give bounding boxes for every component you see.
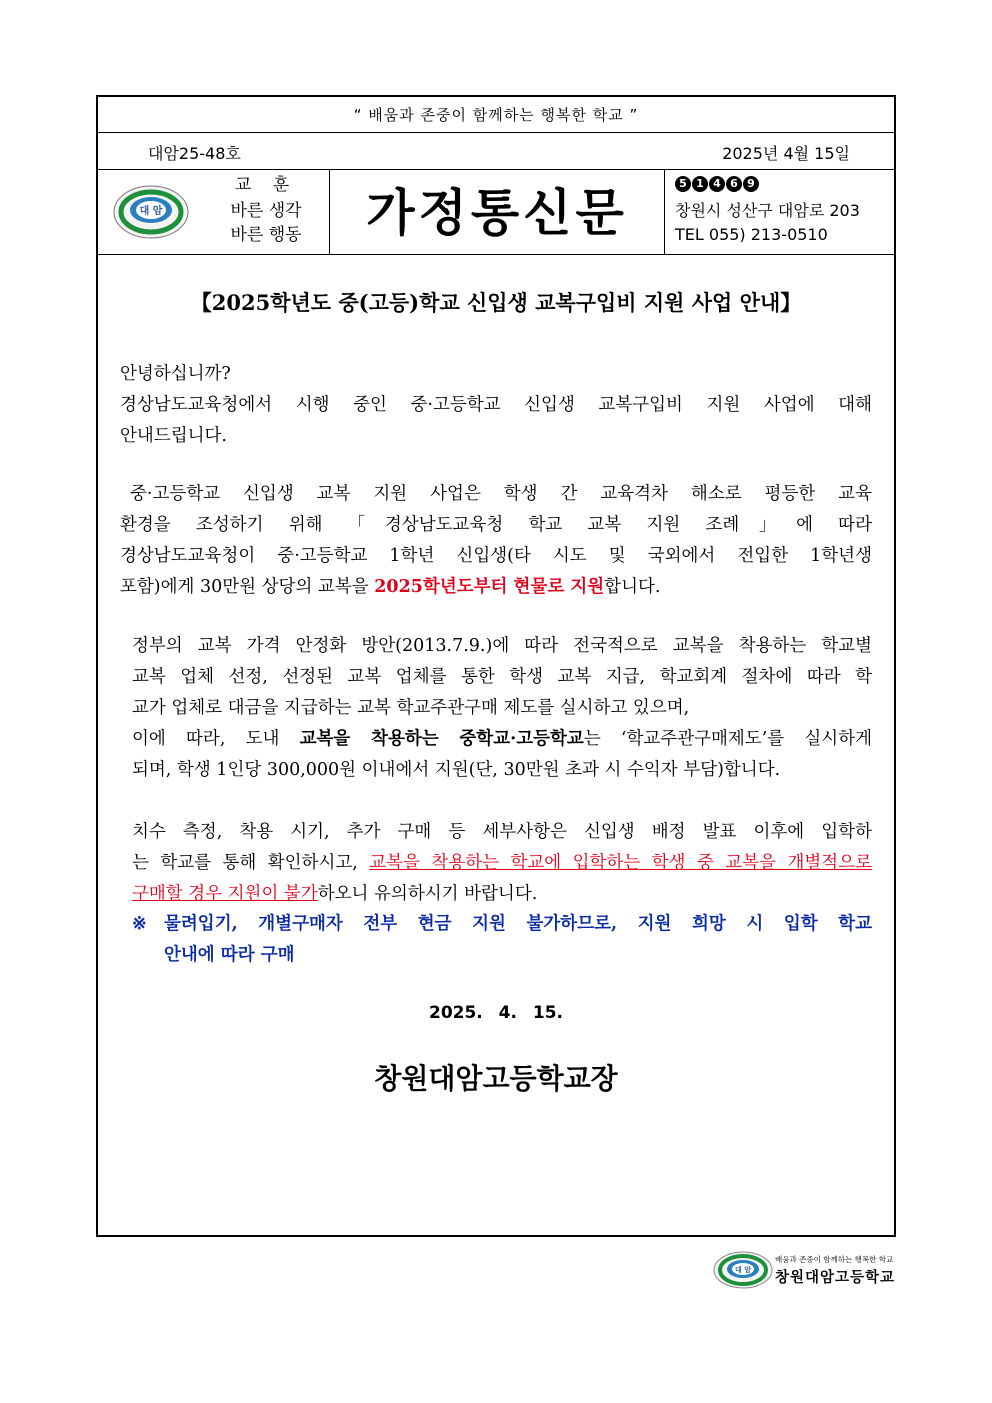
greeting-line: 안내드립니다. xyxy=(120,426,227,446)
postal-digit: 4 xyxy=(709,176,725,192)
greeting xyxy=(120,359,872,452)
note xyxy=(132,909,872,971)
title-cell xyxy=(330,170,665,254)
paragraph-1 xyxy=(120,479,872,603)
note-mark: ※ xyxy=(132,914,147,934)
paragraph-line: 중·고등학교 신입생 교복 지원 사업은 학생 간 교육격차 해소로 평등한 교육 xyxy=(130,484,872,504)
postal-digit: 9 xyxy=(743,176,759,192)
school-motto: “ 배움과 존중이 함께하는 행복한 학교 ” xyxy=(98,97,894,133)
bold-school-type: 교복을 착용하는 중학교·고등학교 xyxy=(299,729,584,749)
paragraph-line: 는 학교를 통해 확인하시고, 교복을 착용하는 학교에 입학하는 학생 중 교복을 개별적으로 xyxy=(132,853,872,873)
doc-number: 대암25-48호 xyxy=(148,144,241,163)
warning-text: 구매할 경우 지원이 불가 xyxy=(132,884,318,904)
paragraph-line: 정부의 교복 가격 안정화 방안(2013.7.9.)에 따라 전국적으로 교복을 착용하는 학교별 xyxy=(132,636,872,656)
notice-frame xyxy=(96,95,896,1237)
paragraph-line: 교복 업체 선정, 선정된 교복 업체를 통한 학생 교복 지급, 학교회계 절차에 따라 학 xyxy=(132,667,872,687)
paragraph-line: 치수 측정, 착용 시기, 추가 구매 등 세부사항은 신입생 배정 발표 이후에 입학하 xyxy=(132,822,872,842)
note-line: 물려입기, 개별구매자 전부 현금 지원 불가하므로, 지원 희망 시 입학 학교 xyxy=(164,914,872,934)
paragraph-line: 포함)에게 30만원 상당의 교복을 2025학년도부터 현물로 지원합니다. xyxy=(120,577,661,597)
letter-header xyxy=(98,170,894,255)
paragraph-line: 되며, 학생 1인당 300,000원 이내에서 지원(단, 30만원 초과 시 수익자 부담)합니다. xyxy=(132,760,781,780)
note-line: 안내에 따라 구매 xyxy=(164,945,295,965)
paragraph-2 xyxy=(132,631,872,786)
postal-code xyxy=(675,176,759,192)
notice-title: 【2025학년도 중(고등)학교 신입생 교복구입비 지원 사업 안내】 xyxy=(190,290,802,315)
footer-slogan: 배움과 존중이 함께하는 행복한 학교 xyxy=(775,1255,894,1264)
paragraph-line: 환경을 조성하기 위해 「경상남도교육청 학교 교복 지원 조례」에 따라 xyxy=(120,515,872,535)
page-title: 가정통신문 xyxy=(366,183,628,242)
kyohun-line1: 바른 생각 xyxy=(230,201,302,221)
kyohun-title: 교 훈 xyxy=(234,175,298,195)
school-logo-icon xyxy=(112,184,190,240)
paragraph-line: 경상남도교육청이 중·고등학교 1학년 신입생(타 시도 및 국외에서 전입한 1학년생 xyxy=(120,546,872,566)
address-cell xyxy=(665,170,894,254)
highlight-support-text: 2025학년도부터 현물로 지원 xyxy=(374,577,605,597)
footer-logo-icon xyxy=(712,1250,774,1290)
signer-name: 창원대암고등학교장 xyxy=(374,1062,618,1095)
logo-label: 대 암 xyxy=(139,206,163,217)
paragraph-line: 교가 업체로 대금을 지급하는 교복 학교주관구매 제도를 실시하고 있으며, xyxy=(132,698,690,718)
greeting-line: 경상남도교육청에서 시행 중인 중·고등학교 신입생 교복구입비 지원 사업에 대해 xyxy=(120,395,872,415)
school-address: 창원시 성산구 대암로 203 xyxy=(675,201,860,220)
paragraph-3 xyxy=(132,817,872,910)
motto-cell xyxy=(98,170,330,254)
school-phone: TEL 055) 213-0510 xyxy=(675,225,828,244)
kyohun-line2: 바른 행동 xyxy=(230,225,302,245)
footer-branding xyxy=(775,1254,895,1287)
footer-logo-label: 대 암 xyxy=(735,1266,751,1274)
postal-digit: 5 xyxy=(675,176,691,192)
postal-digit: 6 xyxy=(726,176,742,192)
footer-school-name: 창원대암고등학교 xyxy=(775,1270,896,1286)
greeting-line: 안녕하십니까? xyxy=(120,364,231,384)
signature-date: 2025. 4. 15. xyxy=(428,1003,563,1023)
paragraph-line: 이에 따라, 도내 교복을 착용하는 중학교·고등학교는 ‘학교주관구매제도’를 실시하게 xyxy=(132,729,873,749)
doc-date: 2025년 4월 15일 xyxy=(722,144,850,163)
doc-info-row xyxy=(98,133,894,170)
paragraph-line: 구매할 경우 지원이 불가하오니 유의하시기 바랍니다. xyxy=(132,884,538,904)
postal-digit: 1 xyxy=(692,176,708,192)
warning-text: 교복을 착용하는 학교에 입학하는 학생 중 교복을 개별적으로 xyxy=(369,853,872,873)
